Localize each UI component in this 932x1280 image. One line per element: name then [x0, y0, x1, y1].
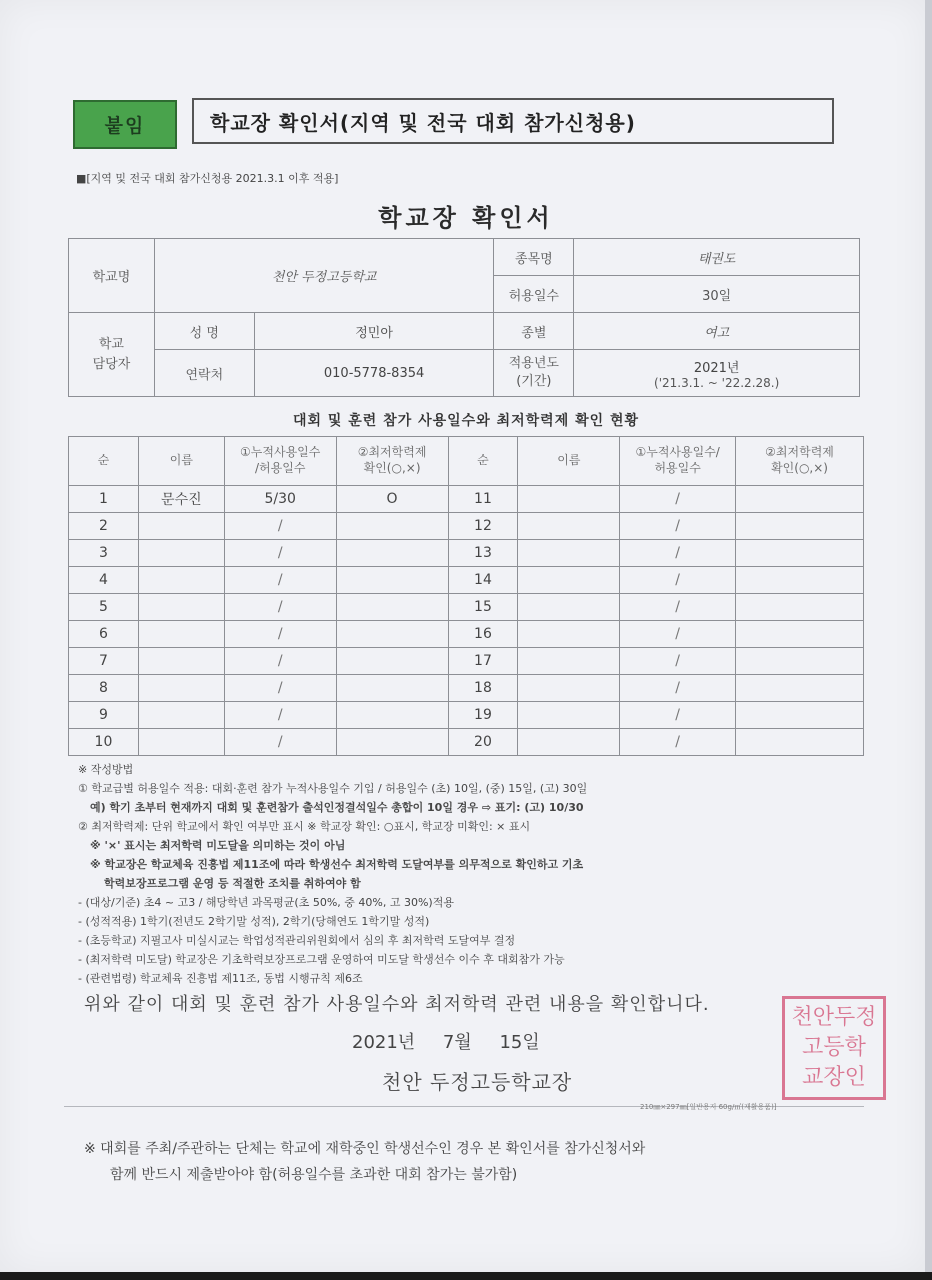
- row-name-2: [518, 486, 620, 513]
- row-check-2: [736, 594, 864, 621]
- table-row: [69, 513, 864, 540]
- row-name: [138, 702, 224, 729]
- row-no: 3: [69, 540, 139, 567]
- col-days: ①누적사용일수 /허용일수: [224, 437, 336, 486]
- note-line: - (성적적용) 1학기(전년도 2학기말 성적), 2학기(당해연도 1학기말 성적): [78, 915, 430, 928]
- issue-date: 2021년 7월 15일: [352, 1032, 540, 1053]
- table-row: [69, 702, 864, 729]
- row-days-2: /: [620, 702, 736, 729]
- row-check-2: [736, 702, 864, 729]
- row-days: /: [224, 513, 336, 540]
- row-no-2: 18: [448, 675, 518, 702]
- note-line: ② 최저학력제: 단위 학교에서 확인 여부만 표시 ※ 학교장 확인: ○표시, 학교장 미확인: × 표시: [78, 820, 531, 833]
- row-check: [336, 729, 448, 756]
- row-no-2: 17: [448, 648, 518, 675]
- row-no-2: 12: [448, 513, 518, 540]
- row-name: [138, 567, 224, 594]
- row-no-2: 14: [448, 567, 518, 594]
- note-line: - (최저학력 미도달) 학교장은 기초학력보장프로그램 운영하여 미도달 학생선수 이수 후 대회참가 가능: [78, 953, 565, 966]
- row-no: 6: [69, 621, 139, 648]
- note-line: ※ 작성방법: [78, 763, 134, 776]
- row-days-2: /: [620, 729, 736, 756]
- row-check-2: [736, 729, 864, 756]
- table-row: [69, 486, 864, 513]
- background-edge: [0, 1272, 932, 1280]
- col-no-2: 순: [448, 437, 518, 486]
- row-check-2: [736, 648, 864, 675]
- row-check: [336, 594, 448, 621]
- row-check: [336, 540, 448, 567]
- row-no-2: 13: [448, 540, 518, 567]
- row-name: [138, 729, 224, 756]
- footer-note: [84, 1136, 645, 1188]
- row-name: [138, 648, 224, 675]
- event-value: 태권도: [574, 239, 860, 276]
- row-no: 4: [69, 567, 139, 594]
- row-name: [138, 675, 224, 702]
- list-title: 대회 및 훈련 참가 사용일수와 최저학력제 확인 현황: [292, 413, 640, 429]
- row-check-2: [736, 675, 864, 702]
- row-days: 5/30: [224, 486, 336, 513]
- row-name-2: [518, 513, 620, 540]
- note-line: ① 학교급별 허용일수 적용: 대회·훈련 참가 누적사용일수 기입 / 허용일수 (초) 10일, (중) 15일, (고) 30일: [78, 782, 588, 795]
- row-no: 1: [69, 486, 139, 513]
- allowed-days-label: 허용일수: [494, 276, 574, 313]
- year-label: 적용년도 (기간): [494, 350, 574, 397]
- page-title: 학교장 확인서: [378, 204, 554, 232]
- note-line: - (초등학교) 지필고사 미실시교는 학업성적관리위원회에서 심의 후 최저학력 도달여부 결정: [78, 934, 516, 947]
- row-check-2: [736, 540, 864, 567]
- row-name: [138, 513, 224, 540]
- row-days: /: [224, 675, 336, 702]
- note-line: 예) 학기 초부터 현재까지 대회 및 훈련참가 출석인정결석일수 총합이 10일 경우 ⇨ 표기: (고) 10/30: [90, 801, 584, 814]
- row-days-2: /: [620, 675, 736, 702]
- row-check: O: [336, 486, 448, 513]
- row-check: [336, 648, 448, 675]
- confirmation-text: 위와 같이 대회 및 훈련 참가 사용일수와 최저학력 관련 내용을 확인합니다.: [84, 994, 710, 1015]
- row-name-2: [518, 648, 620, 675]
- col-no: 순: [69, 437, 139, 486]
- row-name-2: [518, 702, 620, 729]
- seal-line: 교장인: [802, 1065, 866, 1090]
- note-line: ※ 학교장은 학교체육 진흥법 제11조에 따라 학생선수 최저학력 도달여부를 의무적으로 확인하고 기초: [90, 858, 584, 871]
- row-name-2: [518, 567, 620, 594]
- row-no-2: 16: [448, 621, 518, 648]
- participation-table: [68, 436, 864, 756]
- table-row: [69, 540, 864, 567]
- row-no-2: 19: [448, 702, 518, 729]
- page-edge: [925, 0, 932, 1280]
- row-days-2: /: [620, 567, 736, 594]
- table-row: [69, 648, 864, 675]
- period-value: ('21.3.1. ~ '22.2.28.): [654, 375, 780, 390]
- school-value: 천안 두정고등학교: [154, 239, 494, 313]
- row-days-2: /: [620, 621, 736, 648]
- row-no: 9: [69, 702, 139, 729]
- row-check-2: [736, 567, 864, 594]
- footer-line: 함께 반드시 제출받아야 함(허용일수를 초과한 대회 참가는 불가함): [110, 1167, 518, 1183]
- row-no: 2: [69, 513, 139, 540]
- contact-label: 연락처: [154, 350, 254, 397]
- table-row: [69, 594, 864, 621]
- row-days: /: [224, 540, 336, 567]
- type-value: 여고: [574, 313, 860, 350]
- row-name: [138, 540, 224, 567]
- seal-line: 고등학: [802, 1035, 866, 1060]
- row-check-2: [736, 513, 864, 540]
- row-no: 5: [69, 594, 139, 621]
- col-check-2: ②최저학력제 확인(○,×): [736, 437, 864, 486]
- row-check: [336, 513, 448, 540]
- col-name-2: 이름: [518, 437, 620, 486]
- document-heading: 학교장 확인서(지역 및 전국 대회 참가신청용): [192, 98, 834, 144]
- row-check: [336, 702, 448, 729]
- table-row: [69, 567, 864, 594]
- type-label: 종별: [494, 313, 574, 350]
- row-no: 8: [69, 675, 139, 702]
- row-no: 10: [69, 729, 139, 756]
- row-days-2: /: [620, 540, 736, 567]
- row-no-2: 15: [448, 594, 518, 621]
- row-days-2: /: [620, 594, 736, 621]
- row-days: /: [224, 594, 336, 621]
- info-table: [68, 238, 860, 397]
- paper-spec: 210㎜×297㎜[일반용지 60g/㎡(재활용품)]: [640, 1103, 777, 1111]
- allowed-days-value: 30일: [574, 276, 860, 313]
- row-check-2: [736, 486, 864, 513]
- row-name-2: [518, 540, 620, 567]
- row-name-2: [518, 594, 620, 621]
- footer-line: ※ 대회를 주최/주관하는 단체는 학교에 재학중인 학생선수인 경우 본 확인서를 참가신청서와: [84, 1141, 646, 1157]
- principal-name: 천안 두정고등학교장: [382, 1070, 573, 1094]
- school-seal: [782, 996, 886, 1100]
- row-name: [138, 621, 224, 648]
- year-value: 2021년: [693, 360, 740, 376]
- row-days: /: [224, 702, 336, 729]
- row-check: [336, 567, 448, 594]
- school-label: 학교명: [69, 239, 155, 313]
- row-days-2: /: [620, 648, 736, 675]
- row-check: [336, 621, 448, 648]
- table-row: [69, 675, 864, 702]
- row-check-2: [736, 621, 864, 648]
- contact-value: 010-5778-8354: [254, 350, 494, 397]
- row-days: /: [224, 729, 336, 756]
- note-line: - (관련법령) 학교체육 진흥법 제11조, 동법 시행규칙 제6조: [78, 972, 363, 985]
- row-name-2: [518, 675, 620, 702]
- instructions: [78, 760, 868, 988]
- row-days: /: [224, 567, 336, 594]
- row-name: 문수진: [138, 486, 224, 513]
- year-cell: [574, 350, 860, 397]
- row-name-2: [518, 729, 620, 756]
- name-label: 성 명: [154, 313, 254, 350]
- row-days: /: [224, 648, 336, 675]
- table-row: [69, 729, 864, 756]
- row-days: /: [224, 621, 336, 648]
- note-line: 학력보장프로그램 운영 등 적절한 조치를 취하여야 함: [104, 877, 361, 890]
- col-name: 이름: [138, 437, 224, 486]
- row-no-2: 11: [448, 486, 518, 513]
- col-days-2: ①누적사용일수/ 허용일수: [620, 437, 736, 486]
- row-no-2: 20: [448, 729, 518, 756]
- name-value: 정민아: [254, 313, 494, 350]
- row-no: 7: [69, 648, 139, 675]
- row-days-2: /: [620, 513, 736, 540]
- row-check: [336, 675, 448, 702]
- attachment-badge: 붙임: [73, 100, 177, 149]
- table-header-row: [69, 437, 864, 486]
- applicability-note: ■[지역 및 전국 대회 참가신청용 2021.3.1 이후 적용]: [76, 172, 339, 185]
- col-check: ②최저학력제 확인(○,×): [336, 437, 448, 486]
- note-line: ※ '×' 표시는 최저학력 미도달을 의미하는 것이 아님: [90, 839, 346, 852]
- seal-line: 천안두정: [791, 1005, 877, 1030]
- table-row: [69, 621, 864, 648]
- row-name: [138, 594, 224, 621]
- row-days-2: /: [620, 486, 736, 513]
- event-label: 종목명: [494, 239, 574, 276]
- note-line: - (대상/기준) 초4 ~ 고3 / 해당학년 과목평균(초 50%, 중 40%, 고 30%)적용: [78, 896, 454, 909]
- row-name-2: [518, 621, 620, 648]
- manager-label: 학교 담당자: [69, 313, 155, 397]
